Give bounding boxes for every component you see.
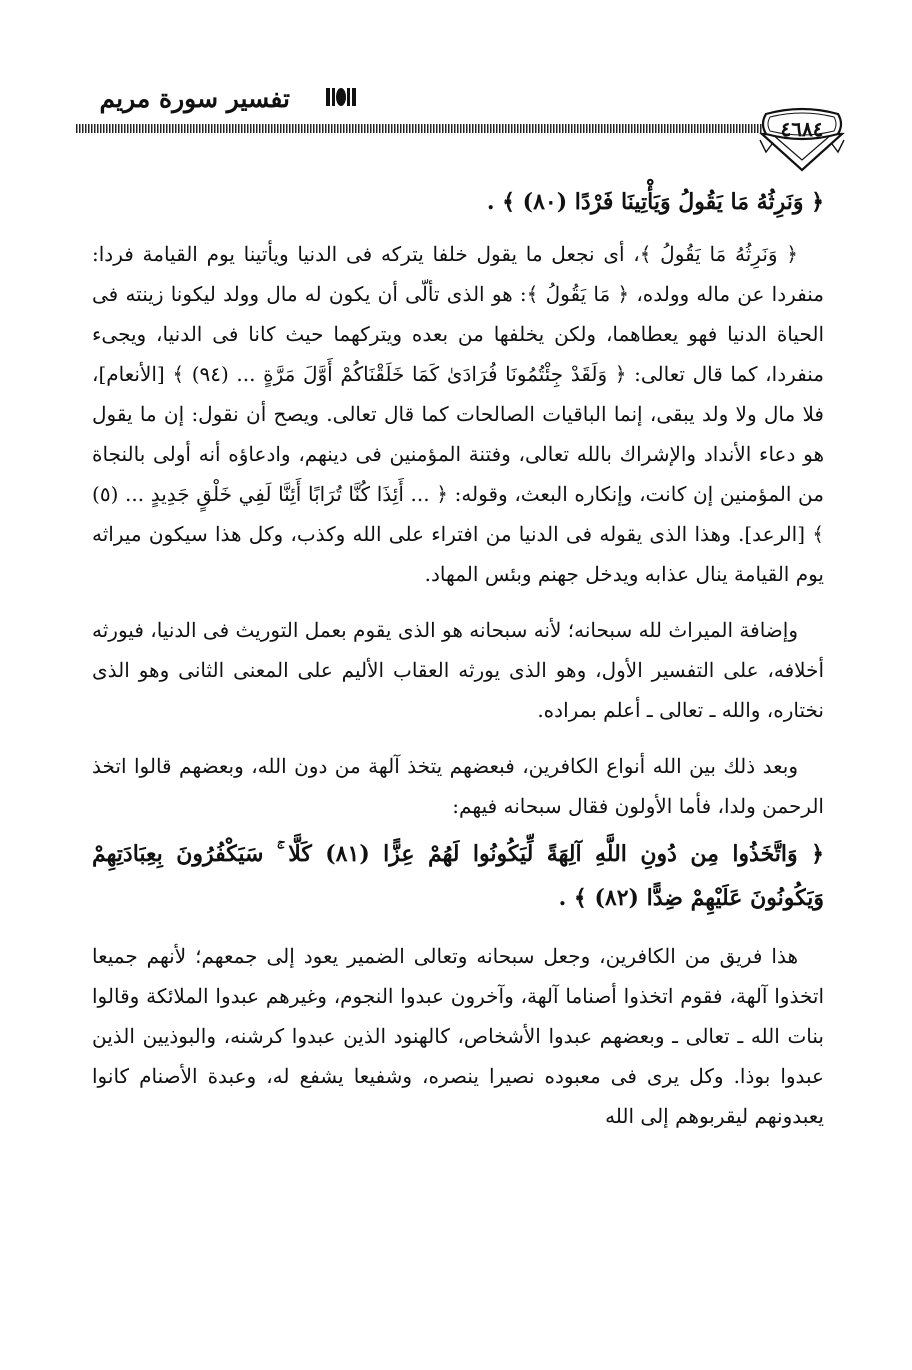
commentary-paragraph: وإضافة الميراث لله سبحانه؛ لأنه سبحانه هو الذى يقوم بعمل التوريث فى الدنيا، فيورثه أخلافه، على التفسير الأول، وهو الذى يورثه العقاب الأليم على المعنى الثانى وهو الذى نختاره، والله ـ تعالى ـ أعلم بمراده. [92,618,824,722]
ornament-icon [324,86,358,108]
commentary-paragraph: وبعد ذلك بين الله أنواع الكافرين، فبعضهم يتخذ آلهة من دون الله، وبعضهم قالوا اتخذ الرحمن ولدا، فأما الأولون فقال سبحانه فيهم: [92,754,824,818]
page-body [92,180,824,1142]
running-head-title: تفسير سورة مريم [99,84,290,113]
page-number: ٤٦٨٤ [780,117,824,141]
header-rule [76,124,762,133]
quran-verse-80: ﴿ وَنَرِثُهُ مَا يَقُولُ وَيَأْتِينَا فَرْدًا (٨٠) ﴾ . [486,189,824,215]
commentary-paragraph: هذا فريق من الكافرين، وجعل سبحانه وتعالى الضمير يعود إلى جمعهم؛ لأنهم جميعا اتخذوا آلهة، فقوم اتخذوا أصناما آلهة، وآخرون عبدوا النجوم، وغيرهم عبدوا الملائكة وقالوا بنات الله ـ تعالى ـ وبعضهم عبدوا الأشخاص، كالهنود الذين عبدوا كرشنه، والبوذيين الذين عبدوا بوذا. وكل يرى فى معبوده نصيرا ينصره، وشفيعا يشفع له، وعبدة الأصنام كانوا يعبدونهم ليقربوهم إلى الله [92,944,824,1128]
commentary-paragraph: ﴿ وَنَرِثُهُ مَا يَقُولُ ﴾، أى نجعل ما يقول خلفا يتركه فى الدنيا ويأتينا يوم القيامة فردا: منفردا عن ماله وولده، ﴿ مَا يَقُولُ ﴾: هو الذى تألّى أن يكون له مال وولد ليكونا زينته فى الحياة الدنيا فهو يعطاهما، ولكن يخلفها من بعده ويتركهما حيث كانا فى الدنيا، ويجىء منفردا، كما قال تعالى: ﴿ وَلَقَدْ جِئْتُمُونَا فُرَادَىٰ كَمَا خَلَقْنَاكُمْ أَوَّلَ مَرَّةٍ ... (٩٤) ﴾ [الأنعام]، فلا مال ولا ولد يبقى، إنما الباقيات الصالحات كما قال تعالى. ويصح أن نقول: إن ما يقول هو دعاء الأنداد والإشراك بالله تعالى، وفتنة المؤمنين فى دينهم، وادعاؤه أنه أولى بالنجاة من المؤمنين إن كانت، وإنكاره البعث، وقوله: ﴿ ... أَئِذَا كُنَّا تُرَابًا أَئِنَّا لَفِي خَلْقٍ جَدِيدٍ ... (٥) ﴾ [الرعد]. وهذا الذى يقوله فى الدنيا من افتراء على الله وكذب، وكل هذا سيكون ميراثه يوم القيامة ينال عذابه ويدخل جهنم وبئس المهاد. [92,242,825,586]
quran-verse-81-82: ﴿ وَاتَّخَذُوا مِن دُونِ اللَّهِ آلِهَةً لِّيَكُونُوا لَهُمْ عِزًّا (٨١) كَلَّا ۚ سَيَكْفُرُونَ بِعِبَادَتِهِمْ وَيَكُونُونَ عَلَيْهِمْ ضِدًّا (٨٢) ﴾ . [92,841,824,911]
